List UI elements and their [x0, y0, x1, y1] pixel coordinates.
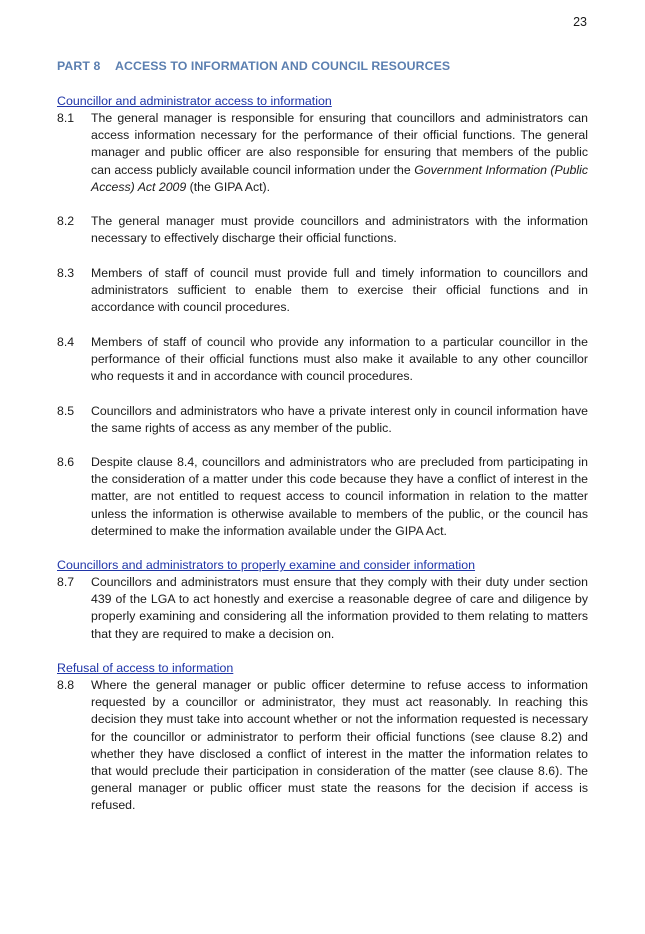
section-heading-access: Councillor and administrator access to information [57, 94, 332, 108]
clause-text: Members of staff of council must provide full and timely information to councillors and administrators sufficient to enable them to exercise their official functions and in accordance with council procedures. [91, 266, 588, 315]
clause-8-4 [57, 334, 588, 386]
clause-number: 8.4 [57, 335, 75, 349]
clause-8-7 [57, 574, 588, 643]
clause-8-5 [57, 403, 588, 437]
clause-number: 8.8 [57, 678, 75, 692]
clause-number: 8.3 [57, 266, 75, 280]
clause-8-6 [57, 454, 588, 540]
clause-number: 8.5 [57, 404, 75, 418]
clause-text: The general manager is responsible for ensuring that councillors and administrators can access information necessary for the performance of their official functions. The general manager and public officer are also responsible for ensuring that members of the public can access publicly available council information under the Government Information (Public Access) Act 2009 (the GIPA Act). [91, 111, 588, 194]
act-title: Government Information (Public Access) Act 2009 [91, 162, 588, 194]
clause-8-2 [57, 213, 588, 247]
section-heading-examine: Councillors and administrators to properly examine and consider information [57, 558, 476, 572]
clause-number: 8.6 [57, 455, 75, 469]
clause-text: Members of staff of council who provide any information to a particular councillor in the performance of their official functions must also make it available to any other councillor who requests it and in accordance with council procedures. [91, 335, 588, 384]
clause-number: 8.1 [57, 111, 75, 125]
part-heading [57, 59, 450, 73]
clause-text: Councillors and administrators who have a private interest only in council information have the same rights of access as any member of the public. [91, 404, 588, 436]
part-title: ACCESS TO INFORMATION AND COUNCIL RESOURCES [115, 59, 451, 73]
clause-number: 8.2 [57, 214, 75, 228]
clause-text: Despite clause 8.4, councillors and administrators who are precluded from participating in the consideration of a matter under this code because they have a conflict of interest in the matter, are not entitled to request access to council information in relation to the matter unless the information is otherwise available to members of the public, or the council has determined to make the information available under the GIPA Act. [91, 455, 588, 538]
page-number: 23 [573, 15, 587, 29]
clause-text: Where the general manager or public officer determine to refuse access to information requested by a councillor or administrator, they must act reasonably. In reaching this decision they must take into account whether or not the information requested is necessary for the councillor or administrator to perform their official functions (see clause 8.2) and whether they have disclosed a conflict of interest in the matter the information relates to that would preclude their participation in consideration of the matter (see clause 8.6). The general manager or public officer must state the reasons for the decision if access is refused. [91, 678, 588, 813]
clause-8-8 [57, 677, 588, 815]
clause-8-1 [57, 110, 588, 196]
clause-text: The general manager must provide councillors and administrators with the information necessary to effectively discharge their official functions. [91, 214, 588, 246]
clause-text: Councillors and administrators must ensure that they comply with their duty under section 439 of the LGA to act honestly and exercise a reasonable degree of care and diligence by properly examining and considering all the information provided to them relating to matters that they are required to make a decision on. [91, 575, 588, 641]
part-label: PART 8 [57, 59, 101, 73]
clause-number: 8.7 [57, 575, 75, 589]
section-heading-refusal: Refusal of access to information [57, 661, 234, 675]
clause-8-3 [57, 265, 588, 317]
